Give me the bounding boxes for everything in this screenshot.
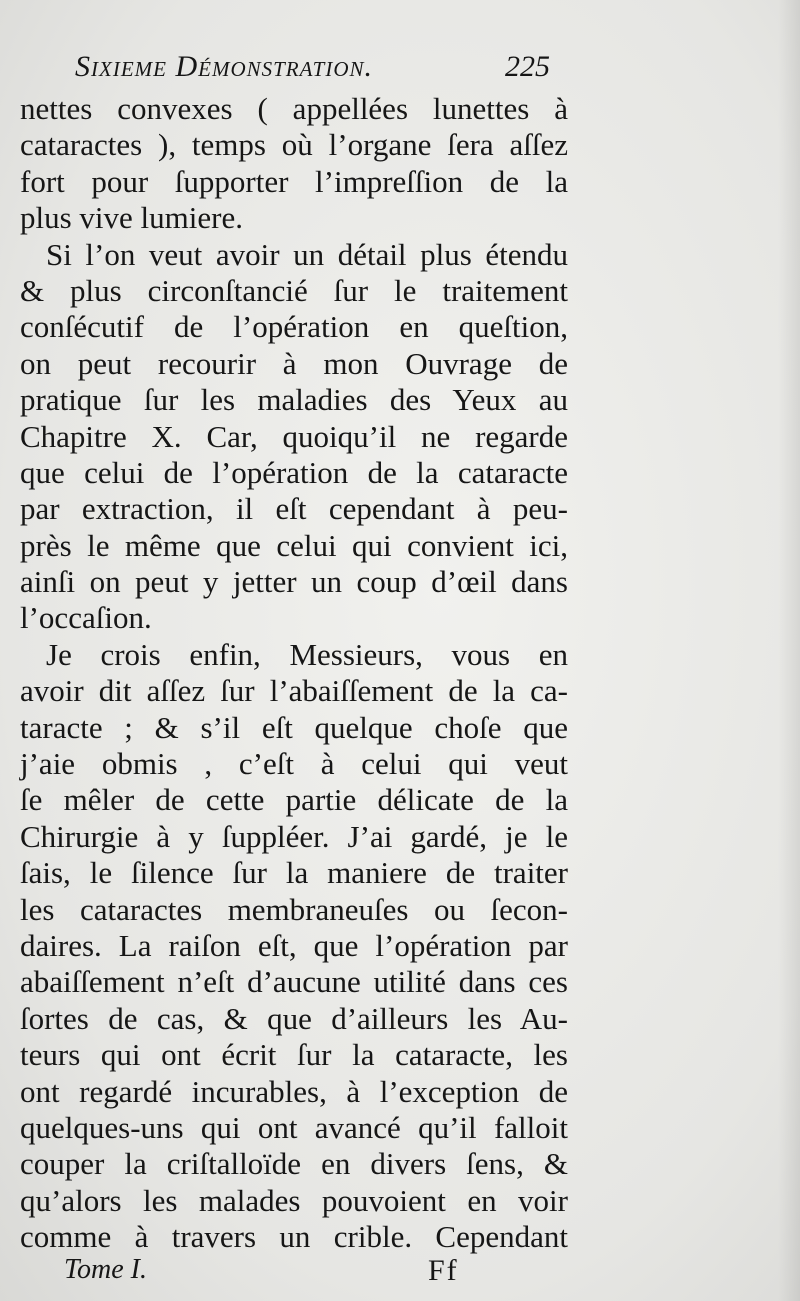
text-line: & plus circonſtancié ſur le traitement: [20, 272, 568, 308]
page-edge-shadow: [778, 0, 800, 1301]
text-line: Chapitre X. Car, quoiqu’il ne regarde: [20, 418, 568, 454]
text-line: Si l’on veut avoir un détail plus étendu: [46, 236, 568, 272]
volume-signature: Tome I.: [64, 1254, 147, 1285]
text-line: près le même que celui qui convient ici,: [20, 527, 568, 563]
text-line: on peut recourir à mon Ouvrage de: [20, 345, 568, 381]
text-line: pratique ſur les maladies des Yeux au: [20, 382, 568, 418]
page-number: 225: [505, 50, 550, 83]
text-line: ont regardé incurables, à l’exception de: [20, 1073, 568, 1109]
running-title: Sixieme Démonstration.: [75, 50, 374, 83]
text-line: que celui de l’opération de la cataracte: [20, 454, 568, 490]
text-line: ainſi on peut y jetter un coup d’œil dans: [20, 564, 568, 600]
gathering-signature: Ff: [428, 1254, 459, 1287]
text-line: cataractes ), temps où l’organe ſera aſſez: [20, 127, 568, 163]
text-line: ſortes de cas, & que d’ailleurs les Au-: [20, 1000, 568, 1036]
text-line: ſe mêler de cette partie délicate de la: [20, 782, 568, 818]
text-line: couper la criſtalloïde en divers ſens, &: [20, 1146, 568, 1182]
text-line: avoir dit aſſez ſur l’abaiſſement de la ca-: [20, 673, 568, 709]
text-line: teurs qui ont écrit ſur la cataracte, les: [20, 1037, 568, 1073]
text-line: fort pour ſupporter l’impreſſion de la: [20, 163, 568, 199]
text-line: abaiſſement n’eſt d’aucune utilité dans ces: [20, 964, 568, 1000]
text-line: comme à travers un crible. Cependant: [20, 1219, 568, 1255]
text-line: conſécutif de l’opération en queſtion,: [20, 309, 568, 345]
text-line: j’aie obmis , c’eſt à celui qui veut: [20, 746, 568, 782]
text-line: par extraction, il eſt cependant à peu-: [20, 491, 568, 527]
body-text: [20, 91, 568, 1256]
text-line: quelques-uns qui ont avancé qu’il falloit: [20, 1109, 568, 1145]
text-line: daires. La raiſon eſt, que l’opération par: [20, 927, 568, 963]
text-line: Chirurgie à y ſuppléer. J’ai gardé, je le: [20, 818, 568, 854]
text-line: les cataractes membraneuſes ou ſecon-: [20, 891, 568, 927]
text-line: nettes convexes ( appellées lunettes à: [20, 91, 568, 126]
text-line: l’occaſion.: [20, 600, 152, 636]
text-line: Je crois enfin, Messieurs, vous en: [46, 636, 568, 672]
text-line: taracte ; & s’il eſt quelque choſe que: [20, 709, 568, 745]
text-line: ſais, le ſilence ſur la maniere de traiter: [20, 855, 568, 891]
text-line: qu’alors les malades pouvoient en voir: [20, 1182, 568, 1218]
text-line: plus vive lumiere.: [20, 200, 243, 236]
